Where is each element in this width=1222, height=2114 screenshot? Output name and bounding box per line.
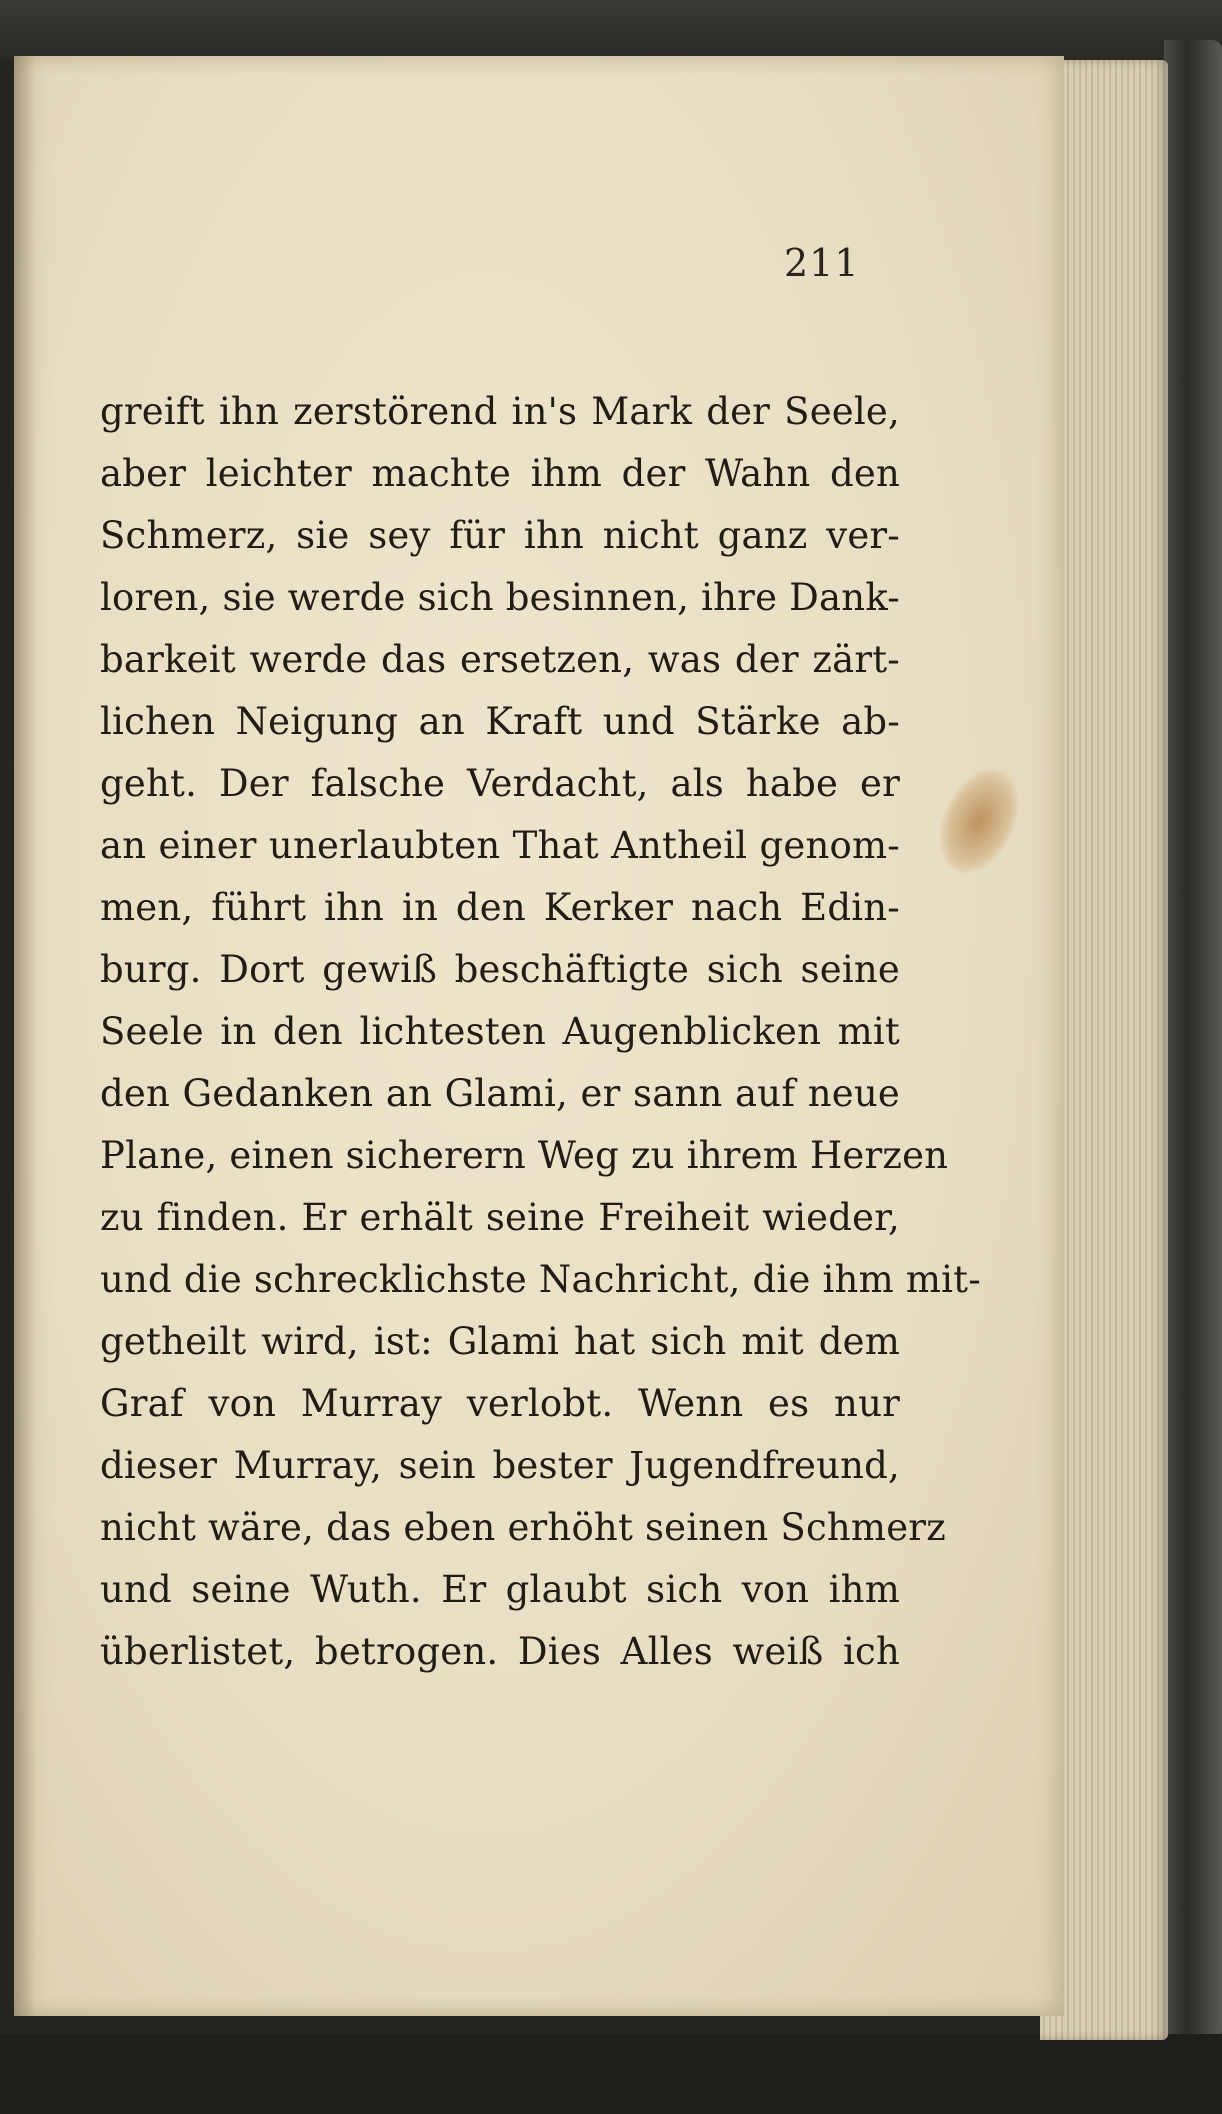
text-line: und seine Wuth. Er glaubt sich von ihm <box>100 1568 900 1611</box>
book-cover-bottom <box>0 2034 1222 2114</box>
text-line: nicht wäre, das eben erhöht seinen Schmerz <box>100 1506 946 1549</box>
text-line: dieser Murray, sein bester Jugendfreund, <box>100 1444 900 1487</box>
text-line: und die schrecklichste Nachricht, die ihm mit- <box>100 1258 981 1301</box>
text-line: überlistet, betrogen. Dies Alles weiß ich <box>100 1630 900 1673</box>
text-line: Schmerz, sie sey für ihn nicht ganz ver- <box>100 514 900 557</box>
text-line: Graf von Murray verlobt. Wenn es nur <box>100 1382 900 1425</box>
text-line: zu finden. Er erhält seine Freiheit wieder, <box>100 1196 900 1239</box>
paper-stain <box>924 756 1034 885</box>
text-line: aber leichter machte ihm der Wahn den <box>100 452 900 495</box>
text-line: loren, sie werde sich besinnen, ihre Dank- <box>100 576 900 619</box>
text-line: barkeit werde das ersetzen, was der zärt- <box>100 638 900 681</box>
text-line: den Gedanken an Glami, er sann auf neue <box>100 1072 900 1115</box>
book-page <box>14 56 1064 2016</box>
text-line: Plane, einen sicherern Weg zu ihrem Herzen <box>100 1134 949 1177</box>
book-cover-top <box>0 0 1222 60</box>
body-text <box>100 381 981 1683</box>
text-line: geht. Der falsche Verdacht, als habe er <box>100 762 900 805</box>
text-line: lichen Neigung an Kraft und Stärke ab- <box>100 700 900 743</box>
text-line: greift ihn zerstörend in's Mark der Seele, <box>100 390 900 433</box>
gutter-shadow <box>14 56 36 2016</box>
text-line: an einer unerlaubten That Antheil genom- <box>100 824 900 867</box>
text-line: burg. Dort gewiß beschäftigte sich seine <box>100 948 900 991</box>
page-number: 211 <box>784 241 860 285</box>
book-cover-spine <box>1164 40 1222 2040</box>
text-line: Seele in den lichtesten Augenblicken mit <box>100 1010 900 1053</box>
text-line: men, führt ihn in den Kerker nach Edin- <box>100 886 900 929</box>
text-line: getheilt wird, ist: Glami hat sich mit dem <box>100 1320 900 1363</box>
